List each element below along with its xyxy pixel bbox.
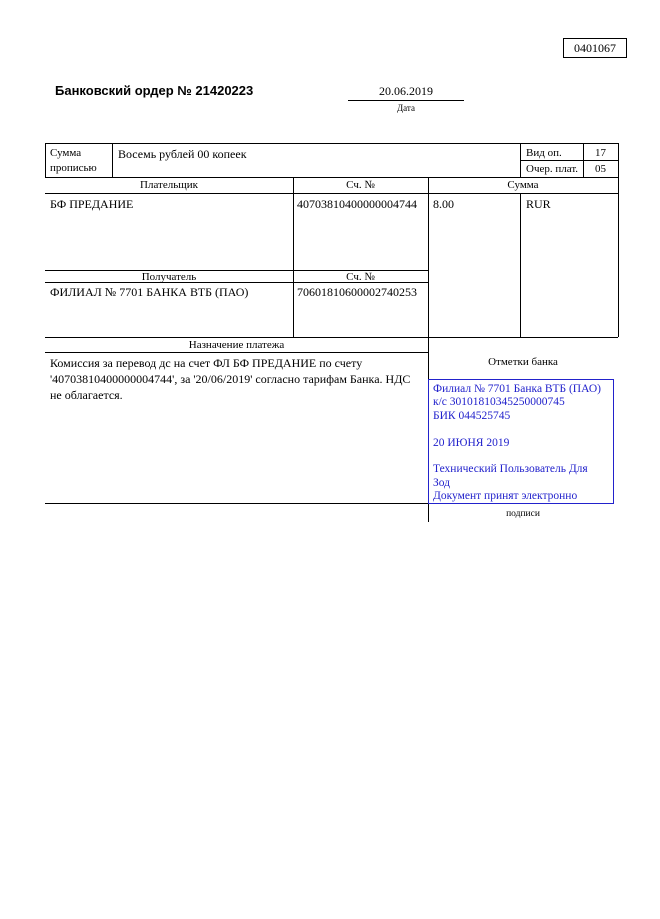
- stamp-line: Филиал № 7701 Банка ВТБ (ПАО): [433, 383, 601, 395]
- table-line-row1-left: [45, 143, 46, 177]
- payer-account: 40703810400000004744: [297, 197, 417, 211]
- form-code-box: [563, 38, 627, 58]
- sum-header: Сумма: [507, 179, 539, 191]
- signatures-label: подписи: [506, 509, 540, 519]
- stamp-line: БИК 044525745: [433, 409, 511, 422]
- stamp-line: Зод: [433, 476, 451, 489]
- payer-name: БФ ПРЕДАНИЕ: [50, 197, 134, 211]
- payer-header: Плательщик: [140, 179, 198, 191]
- table-line-purpose-top: [45, 337, 618, 338]
- payee-account-header: Сч. №: [346, 271, 375, 283]
- payee-name: ФИЛИАЛ № 7701 БАНКА ВТБ (ПАО): [50, 285, 249, 299]
- table-line-sumwords-divider: [112, 143, 113, 177]
- payment-priority-value: 05: [595, 163, 606, 175]
- stamp-line: [433, 423, 609, 436]
- sum-amount: 8.00: [433, 197, 454, 211]
- purpose-text: Комиссия за перевод дс на счет ФЛ БФ ПРЕДАНИЕ по счету '40703810400000004744', за '20/06/2019' согласно тарифам Банка. НДС не облагается.: [50, 356, 411, 402]
- stamp-line: 20 ИЮНЯ 2019: [433, 436, 510, 449]
- payment-priority-label: Очер. плат.: [526, 163, 579, 175]
- table-line-account-divider: [293, 177, 294, 337]
- amount-in-words: Восемь рублей 00 копеек: [118, 147, 247, 161]
- table-line-top: [45, 143, 618, 144]
- sum-currency: RUR: [526, 197, 551, 211]
- table-line-row1-bottom: [45, 177, 618, 178]
- table-line-payer-header-bottom: [45, 193, 618, 194]
- operation-type-value: 17: [595, 147, 606, 159]
- form-code: 0401067: [574, 41, 616, 55]
- stamp-line: Документ принят электронно: [433, 490, 578, 503]
- date-label: Дата: [397, 103, 415, 113]
- payee-account: 70601810600002740253: [297, 285, 417, 299]
- operation-type-label: Вид оп.: [526, 147, 562, 159]
- page-title: Банковский ордер № 21420223: [55, 83, 254, 98]
- payee-header: Получатель: [141, 271, 197, 283]
- table-line-vidop-left: [520, 143, 521, 177]
- date-underline: [348, 100, 464, 101]
- stamp-line: [433, 450, 609, 463]
- table-line-currency-divider: [520, 193, 521, 337]
- payer-account-header: Сч. №: [346, 179, 375, 191]
- bank-marks-header: Отметки банка: [488, 356, 558, 368]
- date-value: 20.06.2019: [379, 84, 433, 98]
- table-line-purpose-header-bottom: [45, 352, 428, 353]
- amount-in-words-label: Сумма прописью: [50, 147, 97, 174]
- purpose-header: Назначение платежа: [188, 339, 285, 351]
- table-line-vidop-mid: [520, 160, 618, 161]
- table-line-purpose-bottom: [45, 503, 428, 504]
- stamp-line: Технический Пользователь Для: [433, 463, 588, 476]
- table-line-right: [618, 143, 619, 337]
- bank-stamp: [428, 379, 614, 504]
- stamp-line: к/с 30101810345250000745: [433, 396, 565, 409]
